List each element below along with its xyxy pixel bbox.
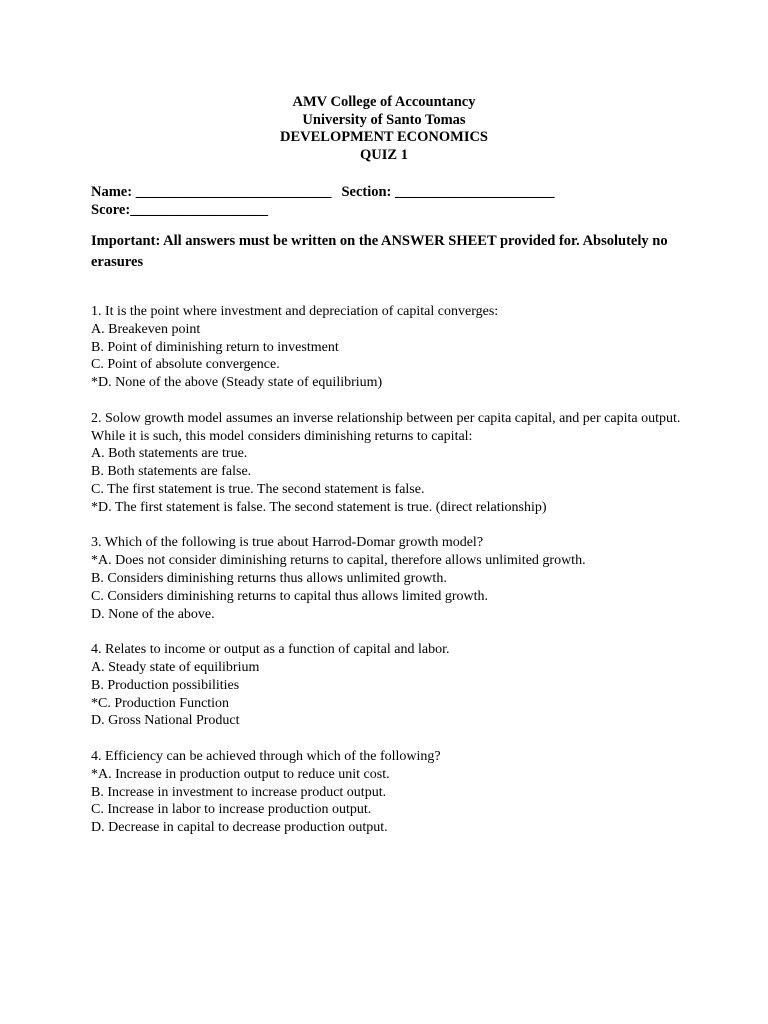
question-2 <box>91 410 691 517</box>
quiz-title: QUIZ 1 <box>360 146 408 163</box>
answer-option: *A. Increase in production output to reduce unit cost. <box>91 766 390 782</box>
answer-option: A. Steady state of equilibrium <box>91 659 260 675</box>
university-name: University of Santo Tomas <box>302 111 466 128</box>
question-4 <box>91 641 691 730</box>
student-fields <box>91 183 555 219</box>
answer-option: B. Point of diminishing return to investment <box>91 339 339 355</box>
question-stem: 1. It is the point where investment and depreciation of capital converges: <box>91 304 499 319</box>
important-instructions: Important: All answers must be written on the ANSWER SHEET provided for. Absolutely no erasures <box>91 233 668 270</box>
answer-option: C. The first statement is true. The second statement is false. <box>91 481 425 497</box>
answer-option: *D. The first statement is false. The second statement is true. (direct relationship) <box>91 499 547 515</box>
answer-option: *D. None of the above (Steady state of equilibrium) <box>91 375 383 391</box>
question-1 <box>91 303 691 392</box>
answer-option: *A. Does not consider diminishing returns to capital, therefore allows unlimited growth. <box>91 553 586 569</box>
answer-option: C. Point of absolute convergence. <box>91 357 280 373</box>
question-5 <box>91 748 691 837</box>
answer-option: *C. Production Function <box>91 695 230 711</box>
question-stem: 4. Relates to income or output as a function of capital and labor. <box>91 642 450 658</box>
answer-option: D. Decrease in capital to decrease production output. <box>91 820 388 836</box>
answer-option: C. Increase in labor to increase production output. <box>91 802 372 818</box>
section-field: Section: ______________________ <box>341 184 555 200</box>
question-stem: 4. Efficiency can be achieved through which of the following? <box>91 748 441 764</box>
question-list <box>91 303 691 855</box>
answer-option: D. None of the above. <box>91 606 215 622</box>
answer-option: A. Both statements are true. <box>91 446 248 462</box>
answer-option: B. Increase in investment to increase product output. <box>91 784 387 800</box>
course-title: DEVELOPMENT ECONOMICS <box>280 129 488 145</box>
question-stem: 2. Solow growth model assumes an inverse relationship between per capita capital, and per capita output. While it is such, this model considers diminishing returns to capital: <box>91 410 681 444</box>
document-header <box>0 94 768 164</box>
name-field: Name: ___________________________ <box>91 184 332 200</box>
answer-option: C. Considers diminishing returns to capital thus allows limited growth. <box>91 588 489 604</box>
answer-option: D. Gross National Product <box>91 713 240 729</box>
question-stem: 3. Which of the following is true about Harrod-Domar growth model? <box>91 535 484 551</box>
answer-option: B. Production possibilities <box>91 677 240 693</box>
score-field: Score:___________________ <box>91 202 268 218</box>
name-section-line <box>91 183 555 201</box>
college-name: AMV College of Accountancy <box>292 94 476 110</box>
answer-option: B. Both statements are false. <box>91 464 252 480</box>
answer-option: B. Considers diminishing returns thus allows unlimited growth. <box>91 570 447 586</box>
answer-option: A. Breakeven point <box>91 321 201 337</box>
question-3 <box>91 534 691 623</box>
